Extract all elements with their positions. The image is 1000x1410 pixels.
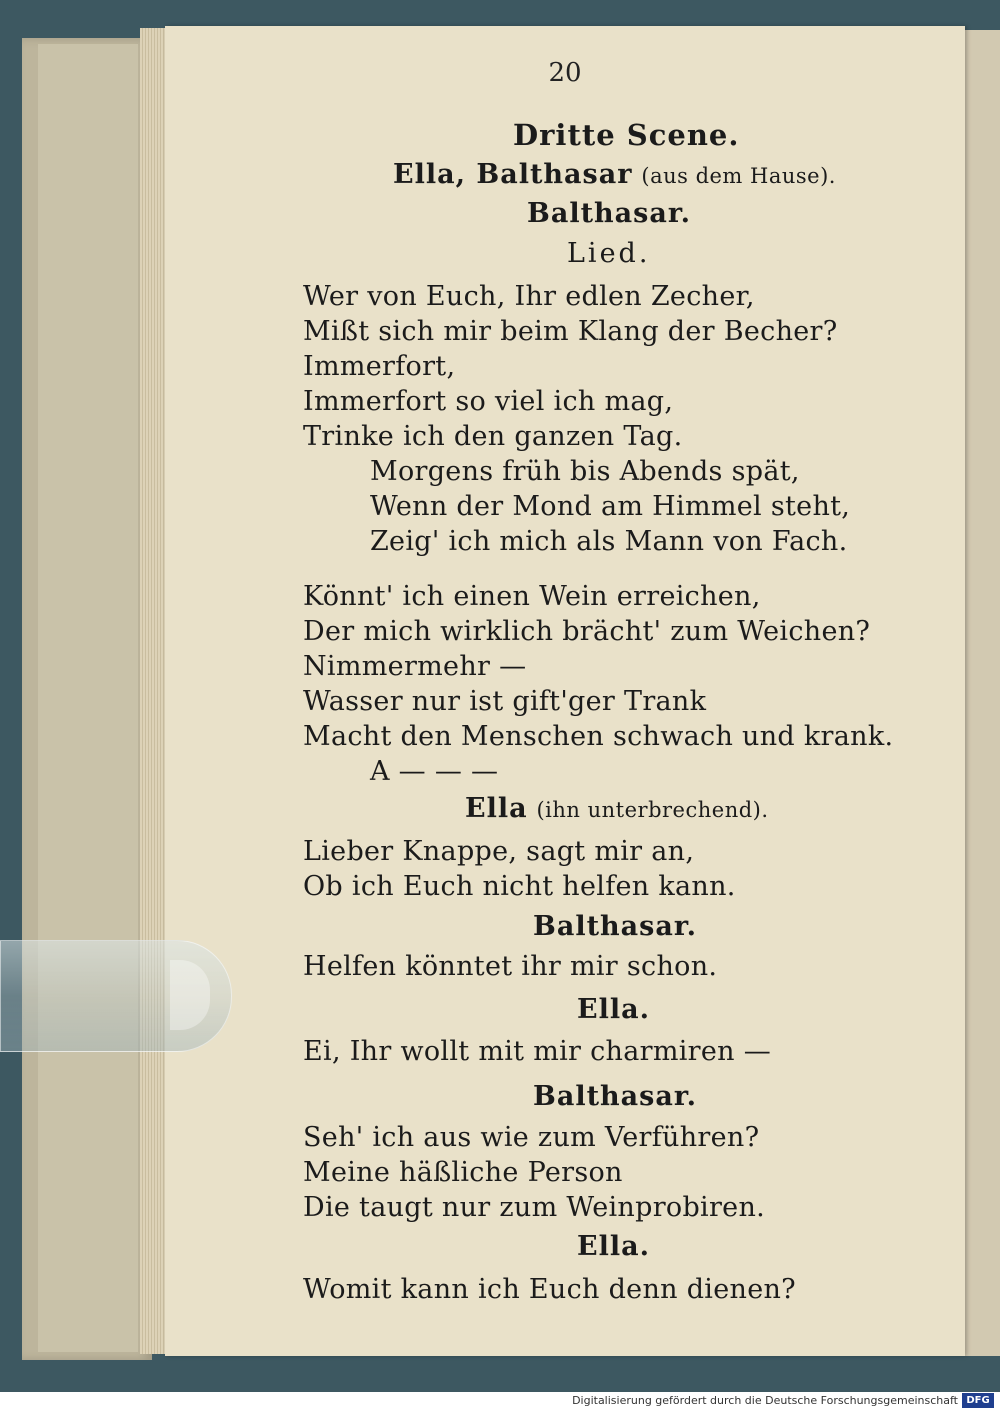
speaker-balthasar: Balthasar. [533, 1081, 698, 1112]
speaker-ella: Ella. [577, 1231, 650, 1262]
verse-line: Wasser nur ist gift'ger Trank [303, 686, 707, 717]
speaker-ella [465, 793, 769, 824]
verse-line: Nimmermehr — [303, 651, 527, 682]
verse-line: Zeig' ich mich als Mann von Fach. [370, 526, 848, 557]
stage-direction: (ihn unterbrechend). [536, 798, 769, 822]
verse-line: Womit kann ich Euch denn dienen? [303, 1274, 796, 1305]
verse-line: A — — — [370, 756, 499, 787]
speaker-ella: Ella. [577, 994, 650, 1025]
verse-line: Wenn der Mond am Himmel steht, [370, 491, 851, 522]
verse-line: Ob ich Euch nicht helfen kann. [303, 871, 736, 902]
footer-credit: Digitalisierung gefördert durch die Deutsche Forschungsgemeinschaft [572, 1394, 958, 1407]
verse-line: Lieber Knappe, sagt mir an, [303, 836, 695, 867]
verse-line: Der mich wirklich brächt' zum Weichen? [303, 616, 871, 647]
verse-line: Trinke ich den ganzen Tag. [303, 421, 683, 452]
verse-line: Immerfort, [303, 351, 456, 382]
verse-line: Seh' ich aus wie zum Verführen? [303, 1122, 760, 1153]
song-title: Lied. [567, 238, 651, 269]
verse-line: Macht den Menschen schwach und krank. [303, 721, 894, 752]
verse-line: Morgens früh bis Abends spät, [370, 456, 800, 487]
verse-line: Könnt' ich einen Wein erreichen, [303, 581, 761, 612]
cast-direction: (aus dem Hause). [641, 164, 836, 188]
scene-title: Dritte Scene. [513, 118, 740, 152]
speaker-balthasar: Balthasar. [527, 198, 692, 229]
verse-line: Immerfort so viel ich mag, [303, 386, 674, 417]
verse-line: Meine häßliche Person [303, 1157, 623, 1188]
book-cover-inner [38, 44, 138, 1352]
verse-line: Wer von Euch, Ihr edlen Zecher, [303, 281, 755, 312]
cast-names: Ella, Balthasar [393, 159, 633, 190]
verse-line: Helfen könntet ihr mir schon. [303, 951, 718, 982]
verse-line: Die taugt nur zum Weinprobiren. [303, 1192, 766, 1223]
cast-line [393, 159, 836, 190]
verse-line: Ei, Ihr wollt mit mir charmiren — [303, 1036, 772, 1067]
dfg-logo-icon: DFG [962, 1393, 994, 1408]
book-page [165, 26, 965, 1356]
page-number: 20 [548, 58, 582, 88]
speaker-name: Ella [465, 793, 528, 824]
speaker-balthasar: Balthasar. [533, 911, 698, 942]
verse-line: Mißt sich mir beim Klang der Becher? [303, 316, 838, 347]
